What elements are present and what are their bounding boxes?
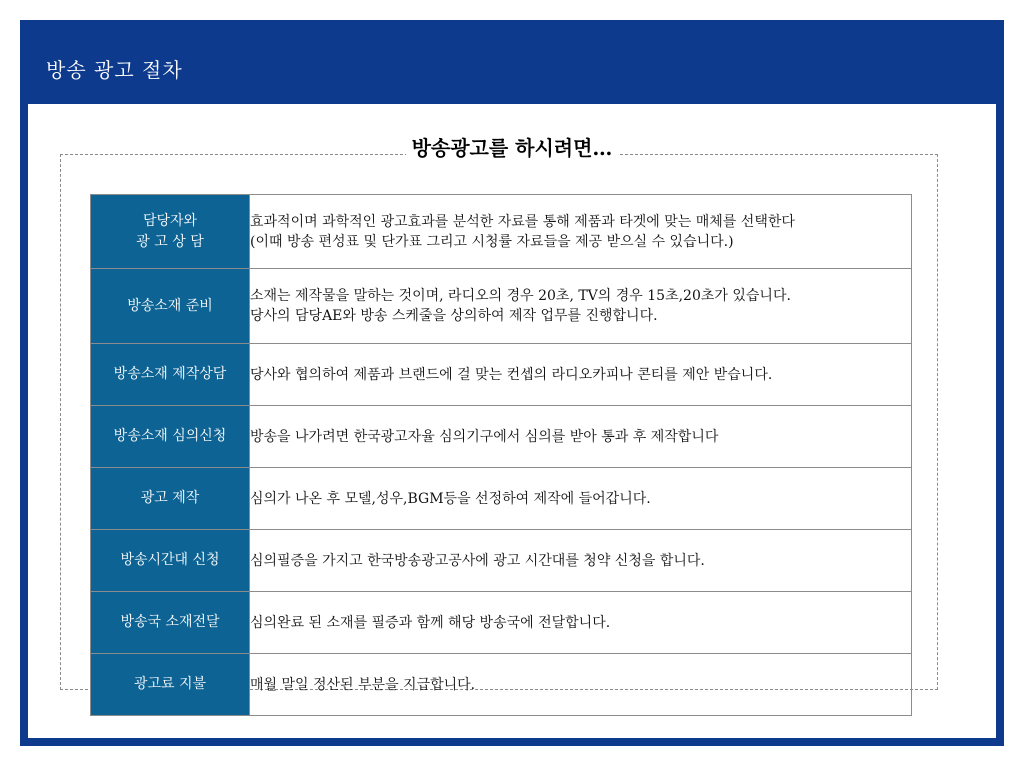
step-description-cell	[250, 344, 912, 406]
description-line: 심의완료 된 소재를 필증과 함께 해당 방송국에 전달합니다.	[250, 614, 611, 631]
table-row	[91, 406, 912, 468]
step-name: 광고 제작	[140, 490, 200, 506]
table-row	[91, 654, 912, 716]
step-name: 방송시간대 신청	[120, 552, 220, 568]
step-name: 방송소재 준비	[127, 297, 213, 314]
table-row	[91, 592, 912, 654]
heading-wrap	[28, 134, 996, 162]
description-line: 방송을 나가려면 한국광고자율 심의기구에서 심의를 받아 통과 후 제작합니다	[250, 428, 719, 445]
step-name: 방송소재 제작상담	[113, 366, 227, 382]
step-name: 방송소재 심의신청	[113, 428, 227, 444]
description-line: 심의필증을 가지고 한국방송광고공사에 광고 시간대를 청약 신청을 합니다.	[250, 552, 705, 569]
step-name: 담당자와 광 고 상 담	[136, 212, 204, 250]
header-bar	[20, 20, 1004, 104]
table-row	[91, 468, 912, 530]
table-row	[91, 530, 912, 592]
step-description-cell	[250, 530, 912, 592]
step-name: 방송국 소재전달	[120, 614, 220, 630]
step-name-cell	[91, 269, 250, 344]
step-name-cell	[91, 654, 250, 716]
slide-frame	[20, 20, 1004, 746]
description-line: 당사의 담당AE와 방송 스케줄을 상의하여 제작 업무를 진행합니다.	[250, 308, 658, 324]
description-line: 심의가 나온 후 모델,성우,BGM등을 선정하여 제작에 들어갑니다.	[250, 490, 651, 507]
section-heading: 방송광고를 하시려면…	[406, 134, 619, 162]
step-description-cell	[250, 269, 912, 344]
step-name-cell	[91, 530, 250, 592]
description-line: 매월 말일 정산된 부분을 지급합니다.	[250, 676, 476, 693]
slide-title: 방송 광고 절차	[46, 58, 183, 82]
table-row	[91, 344, 912, 406]
description-line: (이때 방송 편성표 및 단가표 그리고 시청률 자료들을 제공 받으실 수 있습니다.)	[250, 233, 734, 250]
step-name-cell	[91, 468, 250, 530]
step-name-cell	[91, 592, 250, 654]
table-row	[91, 269, 912, 344]
step-description-cell	[250, 195, 912, 269]
step-description-cell	[250, 406, 912, 468]
step-name-cell	[91, 344, 250, 406]
step-name: 광고료 지불	[133, 676, 207, 692]
description-line: 효과적이며 과학적인 광고효과를 분석한 자료를 통해 제품과 타겟에 맞는 매체를 선택한다	[250, 213, 795, 230]
step-description-cell	[250, 654, 912, 716]
step-description-cell	[250, 468, 912, 530]
step-description-cell	[250, 592, 912, 654]
slide-content	[28, 104, 996, 738]
table-row	[91, 195, 912, 269]
description-line: 소재는 제작물을 말하는 것이며, 라디오의 경우 20초, TV의 경우 15초,20초가 있습니다.	[250, 288, 791, 304]
procedure-table	[90, 194, 912, 716]
description-line: 당사와 협의하여 제품과 브랜드에 걸 맞는 컨셉의 라디오카피나 콘티를 제안 받습니다.	[250, 366, 773, 383]
step-name-cell	[91, 406, 250, 468]
step-name-cell	[91, 195, 250, 269]
